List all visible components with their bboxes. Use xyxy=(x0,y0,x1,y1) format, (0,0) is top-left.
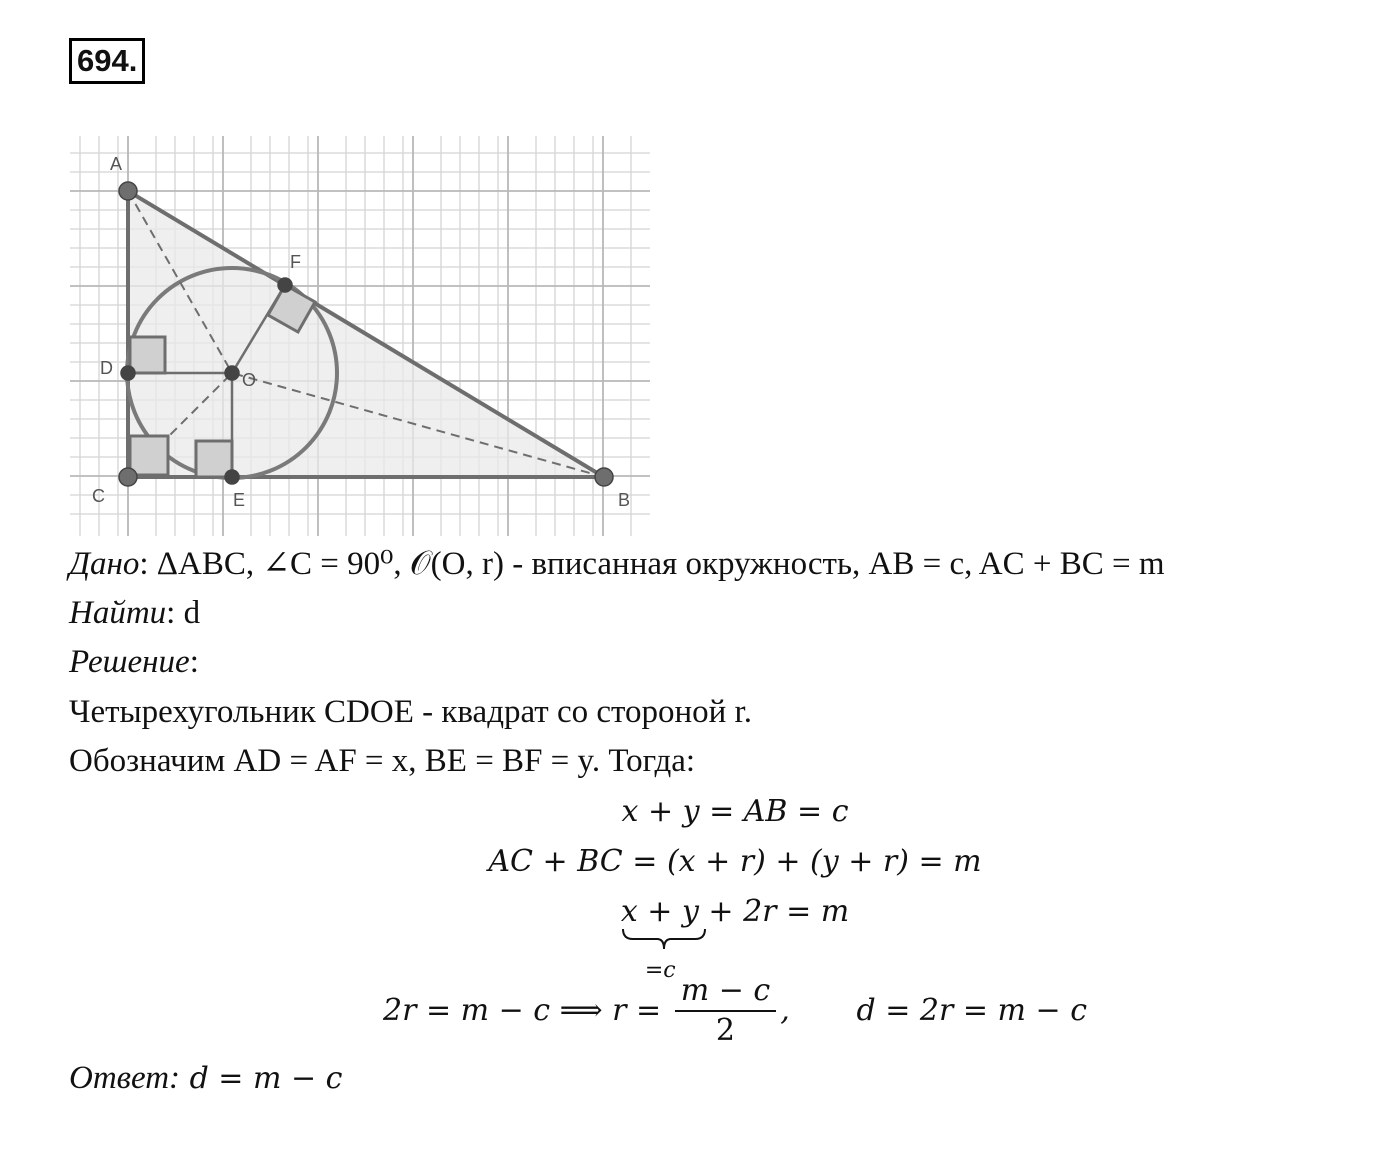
equation-1 xyxy=(0,791,1400,832)
label-d: D xyxy=(100,358,113,378)
answer-label: Ответ: xyxy=(69,1060,181,1096)
point-a xyxy=(119,182,137,200)
fraction-denominator: 2 xyxy=(715,1013,736,1048)
find-body: : d xyxy=(166,595,201,631)
point-f xyxy=(278,278,292,292)
equation-3-rest: + 2r = m xyxy=(698,894,850,929)
label-a: A xyxy=(110,154,123,174)
underbrace xyxy=(621,927,707,951)
equation-4-left: 2r = m − c ⟹ r = xyxy=(383,993,671,1028)
point-e xyxy=(225,470,239,484)
point-d xyxy=(121,366,135,380)
geometry-figure xyxy=(70,136,650,536)
label-e: E xyxy=(233,490,246,510)
solution-label: Решение xyxy=(69,644,190,680)
solution-text-2: Обозначим AD = AF = x, BE = BF = y. Тогда: xyxy=(69,743,696,779)
label-c: C xyxy=(92,486,105,506)
label-f: F xyxy=(290,252,301,272)
answer-body: d = m − c xyxy=(180,1061,343,1096)
equation-4 xyxy=(0,972,1400,1050)
equation-4-right: , d = 2r = m − c xyxy=(780,993,1087,1028)
given-label: Дано xyxy=(69,546,140,582)
equation-2-text: AC + BC = (x + r) + (y + r) = m xyxy=(488,844,982,879)
equation-1-text: x + y = AB = c xyxy=(621,794,849,829)
underbrace-group xyxy=(620,891,699,983)
underbrace-label: =c xyxy=(644,958,676,983)
find-label: Найти xyxy=(69,595,167,631)
solution-line xyxy=(69,642,199,682)
point-c xyxy=(119,468,137,486)
triangle-abc xyxy=(128,191,604,477)
label-o: O xyxy=(242,370,257,390)
find-line xyxy=(69,593,200,633)
solution-text-1: Четырехугольник CDOE - квадрат со стороной r. xyxy=(69,694,752,730)
fraction-numerator: m − c xyxy=(675,972,776,1012)
equation-3 xyxy=(0,891,1400,983)
problem-number: 694. xyxy=(69,38,145,84)
point-o xyxy=(225,366,239,380)
point-b xyxy=(595,468,613,486)
answer-line xyxy=(69,1058,342,1099)
label-b: B xyxy=(618,490,631,510)
solution-colon: : xyxy=(189,644,199,680)
fraction xyxy=(675,972,776,1050)
given-line xyxy=(69,544,1165,584)
given-body: : ΔABC, ∠C = 90⁰, 𝒪(O, r) - вписанная окружность, AB = c, AC + BC = m xyxy=(139,546,1165,582)
equation-2 xyxy=(0,841,1400,882)
equation-3-brace-text: x + y xyxy=(620,894,699,929)
